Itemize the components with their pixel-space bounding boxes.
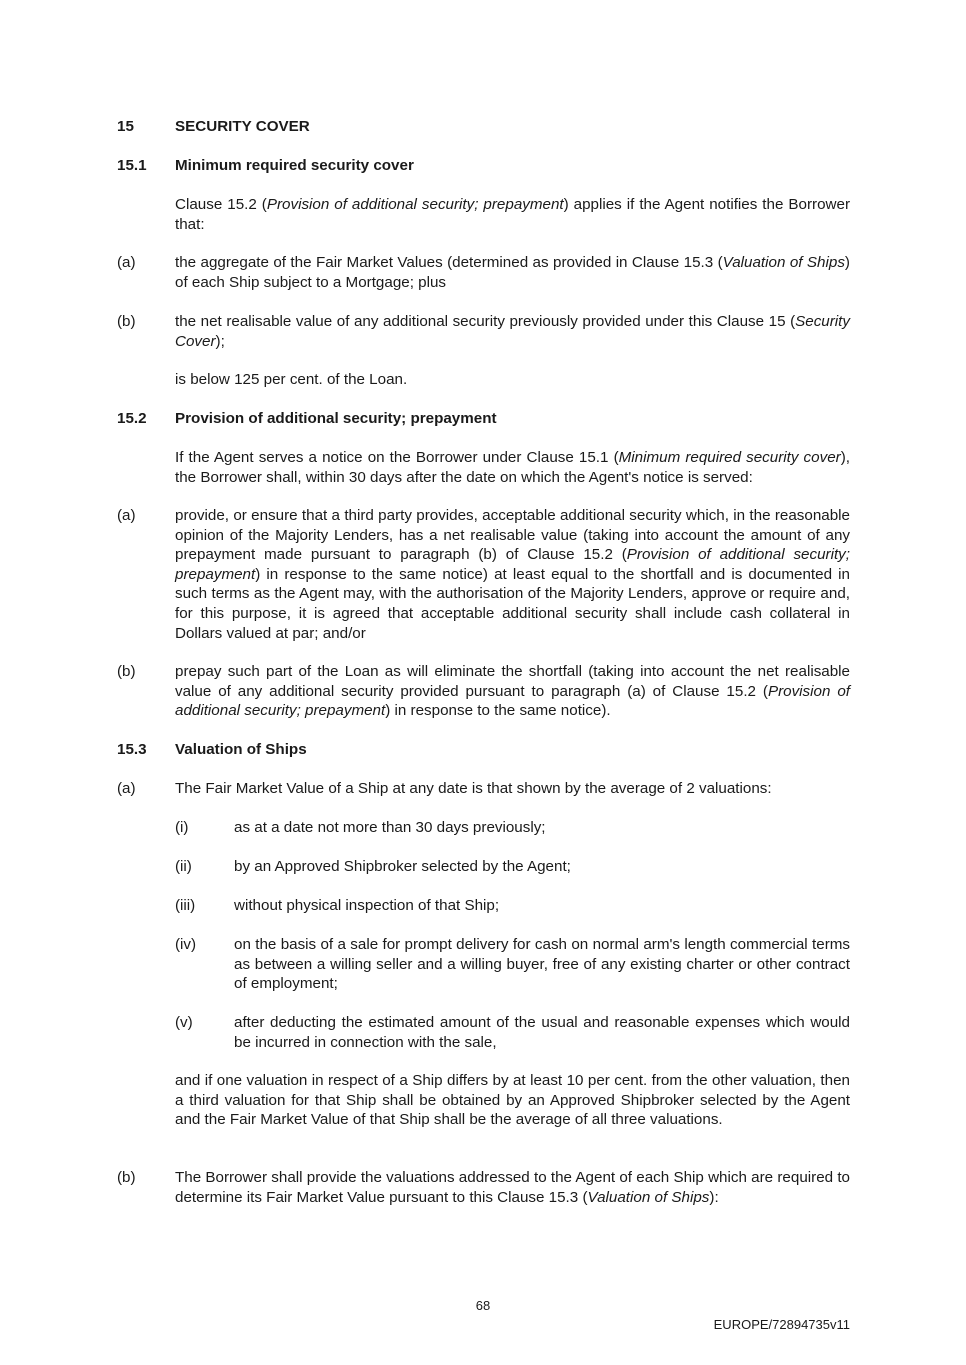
clause-15-1-b: (b) the net realisable value of any additional security previously provided under this Clause 15 (Security Cover);: [117, 313, 850, 350]
section-number: 15: [117, 118, 134, 135]
clause-15-1-heading: [117, 156, 850, 176]
clause-number: 15.1: [117, 157, 147, 174]
clause-15-1-closing: is below 125 per cent. of the Loan.: [175, 371, 408, 388]
clause-15-3-b: (b) The Borrower shall provide the valuations addressed to the Agent of each Ship which are required to determine its Fair Market Value pursuant to this Clause 15.3 (Valuation of Ships):: [117, 1169, 850, 1206]
list-item: (ii) by an Approved Shipbroker selected by the Agent;: [175, 858, 571, 875]
page-number: 68: [475, 1298, 491, 1313]
section-title: SECURITY COVER: [175, 118, 310, 135]
list-item: (iii) without physical inspection of that Ship;: [175, 897, 500, 914]
clause-15-1-a: (a) the aggregate of the Fair Market Values (determined as provided in Clause 15.3 (Valuation of Ships) of each Ship subject to a Mortgage; plus: [117, 254, 850, 291]
clause-15-2-a: (a) provide, or ensure that a third party provides, acceptable additional security which, in the reasonable opinion of the Majority Lenders, has a net realisable value (taking into account the amount of any prepayment made pursuant to paragraph (b) of Clause 15.2 (Provision of additional security; prepayment) in response to the same notice) at least equal to the shortfall and is documented in such terms as the Agent may, with the authorisation of the Majority Lenders, approve or require and, for this purpose, it is agreed that acceptable additional security shall include cash collateral in Dollars valued at par; and/or: [117, 507, 850, 642]
section-heading: [117, 117, 850, 137]
clause-15-1-intro: Clause 15.2 (Provision of additional security; prepayment) applies if the Agent notifies the Borrower that:: [175, 196, 850, 233]
list-item: (iv) on the basis of a sale for prompt delivery for cash on normal arm's length commercial terms as between a willing seller and a willing buyer, free of any existing charter or other contract of employment;: [175, 936, 850, 993]
clause-15-2-heading: 15.2 Provision of additional security; prepayment: [117, 410, 497, 427]
list-item: (v) after deducting the estimated amount of the usual and reasonable expenses which would be incurred in connection with the sale,: [175, 1014, 850, 1051]
clause-15-2-intro: If the Agent serves a notice on the Borrower under Clause 15.1 (Minimum required security cover), the Borrower shall, within 30 days after the date on which the Agent's notice is served:: [175, 449, 850, 486]
document-reference: EUROPE/72894735v11: [713, 1317, 850, 1332]
clause-15-2-b: (b) prepay such part of the Loan as will eliminate the shortfall (taking into account the net realisable value of any additional security provided pursuant to paragraph (a) of Clause 15.2 (Provision of additional security; prepayment) in response to the same notice).: [117, 663, 850, 720]
clause-15-3-a: (a) The Fair Market Value of a Ship at any date is that shown by the average of 2 valuations:: [117, 780, 772, 797]
list-item: (i) as at a date not more than 30 days previously;: [175, 819, 546, 836]
clause-title: Minimum required security cover: [175, 157, 414, 174]
clause-15-3-closing: and if one valuation in respect of a Ship differs by at least 10 per cent. from the other valuation, then a third valuation for that Ship shall be obtained by an Approved Shipbroker selected by the Agent and the Fair Market Value of that Ship shall be the average of all three valuations.: [175, 1072, 850, 1129]
clause-15-3-heading: 15.3 Valuation of Ships: [117, 741, 307, 758]
